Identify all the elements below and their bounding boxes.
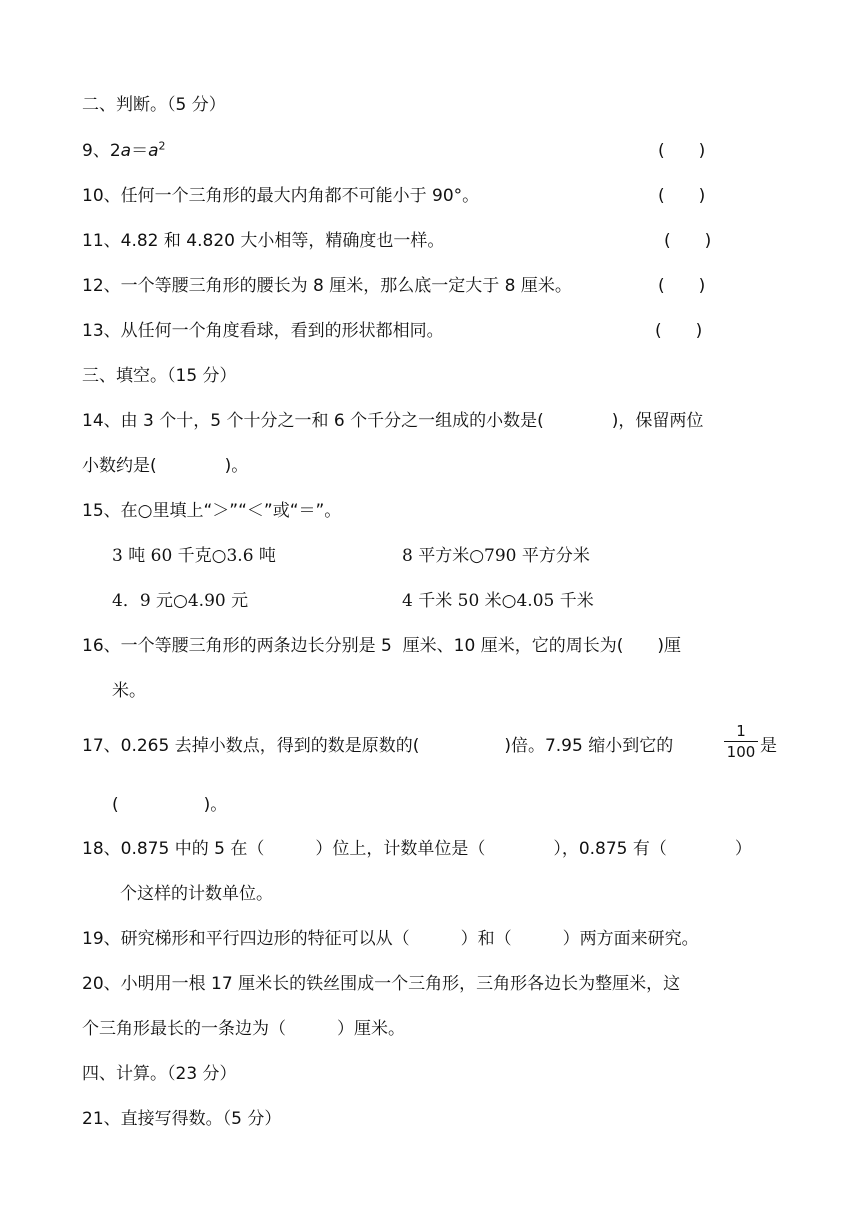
q9-variable-a-squared: a bbox=[148, 141, 159, 161]
q11-answer-blank[interactable]: ( ) bbox=[664, 231, 712, 251]
section-4-title: 四、计算。（23 分） bbox=[82, 1064, 237, 1084]
question-10: 10、任何一个三角形的最大内角都不可能小于 90°。 bbox=[82, 186, 480, 206]
question-13: 13、从任何一个角度看球，看到的形状都相同。 bbox=[82, 321, 444, 341]
q15-item-a: 3 吨 60 千克○3.6 吨 bbox=[112, 546, 276, 566]
question-15: 15、在○里填上“＞”“＜”或“＝”。 bbox=[82, 501, 342, 521]
question-14-line-1: 14、由 3 个十，5 个十分之一和 6 个千分之一组成的小数是( )，保留两位 bbox=[82, 411, 704, 431]
question-9 bbox=[82, 140, 165, 162]
question-20-line-2: 个三角形最长的一条边为（ ）厘米。 bbox=[82, 1019, 405, 1039]
question-18-line-2: 个这样的计数单位。 bbox=[120, 884, 273, 904]
q9-number: 9、2 bbox=[82, 141, 121, 161]
question-11: 11、4.82 和 4.820 大小相等，精确度也一样。 bbox=[82, 231, 445, 251]
q17-fraction-denominator: 100 bbox=[726, 743, 756, 761]
q17-fraction bbox=[724, 722, 758, 761]
q15-item-c: 4．9 元○4.90 元 bbox=[112, 591, 249, 611]
q17-after-fraction: 是 bbox=[760, 736, 777, 756]
q17-fraction-numerator: 1 bbox=[736, 722, 746, 740]
q12-answer-blank[interactable]: ( ) bbox=[658, 276, 706, 296]
question-12: 12、一个等腰三角形的腰长为 8 厘米，那么底一定大于 8 厘米。 bbox=[82, 276, 572, 296]
question-17-line-1: 17、0.265 去掉小数点，得到的数是原数的( )倍。7.95 缩小到它的 bbox=[82, 736, 674, 756]
q9-equals: ＝ bbox=[131, 141, 149, 161]
q9-exponent: 2 bbox=[158, 139, 166, 153]
question-20-line-1: 20、小明用一根 17 厘米长的铁丝围成一个三角形，三角形各边长为整厘米，这 bbox=[82, 974, 681, 994]
question-21: 21、直接写得数。（5 分） bbox=[82, 1109, 282, 1129]
question-17-line-2: ( )。 bbox=[112, 795, 228, 815]
section-3-title: 三、填空。（15 分） bbox=[82, 366, 237, 386]
q15-item-b: 8 平方米○790 平方分米 bbox=[402, 546, 590, 566]
question-14-line-2: 小数约是( )。 bbox=[82, 456, 249, 476]
question-16-line-1: 16、一个等腰三角形的两条边长分别是 5 厘米、10 厘米，它的周长为( )厘 bbox=[82, 636, 681, 656]
q13-answer-blank[interactable]: ( ) bbox=[655, 321, 703, 341]
q15-item-d: 4 千米 50 米○4.05 千米 bbox=[402, 591, 594, 611]
question-18-line-1: 18、0.875 中的 5 在（ ）位上，计数单位是（ ），0.875 有（ ） bbox=[82, 839, 752, 859]
question-16-line-2: 米。 bbox=[112, 681, 146, 701]
question-19: 19、研究梯形和平行四边形的特征可以从（ ）和（ ）两方面来研究。 bbox=[82, 929, 699, 949]
q17-fraction-bar bbox=[724, 741, 758, 742]
q9-variable-a: a bbox=[120, 141, 132, 161]
section-2-title: 二、判断。（5 分） bbox=[82, 95, 226, 115]
q9-answer-blank[interactable]: ( ) bbox=[658, 141, 706, 161]
q10-answer-blank[interactable]: ( ) bbox=[658, 186, 706, 206]
